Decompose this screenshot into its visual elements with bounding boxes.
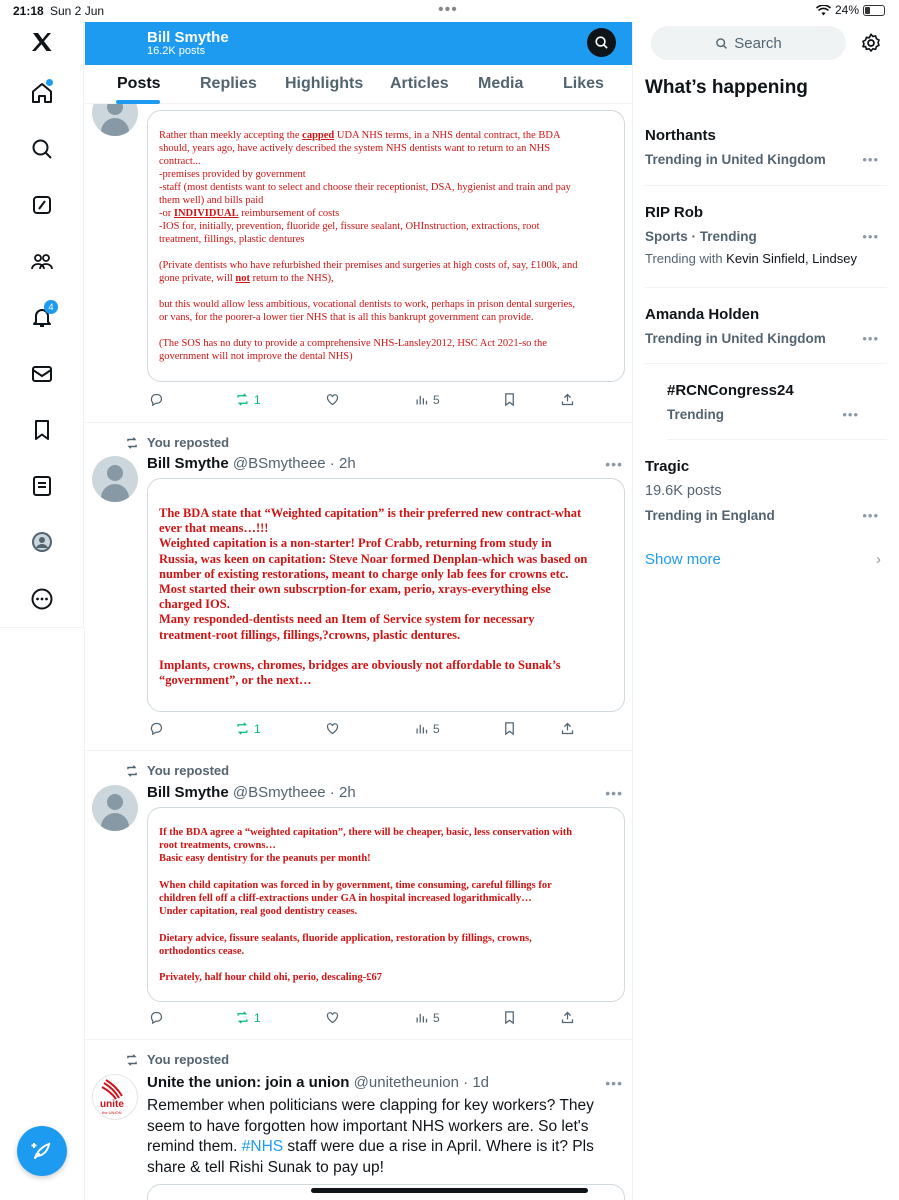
reply-icon[interactable] <box>149 1010 164 1025</box>
image-text-line: Privately, half hour child ohi, perio, descaling-£67 <box>159 972 382 984</box>
image-text-line: Russia, was keen on capitation: Steve Noar formed Denplan-which was based on <box>159 551 588 566</box>
views-button[interactable] <box>414 392 440 407</box>
views-count: 5 <box>433 721 440 736</box>
bookmark-icon[interactable] <box>22 410 62 450</box>
tweet-image[interactable] <box>147 807 625 1002</box>
unite-avatar[interactable] <box>92 1074 138 1120</box>
tab-replies[interactable]: Replies <box>200 75 257 92</box>
profile-tabs <box>85 65 633 104</box>
image-text-line: but this would allow less ambitious, vocational dentists to work, perhaps in prison dental surgeries, <box>159 299 575 310</box>
tweet-image-text <box>159 129 577 363</box>
trend-name: RIP Rob <box>645 204 704 221</box>
image-text-line <box>159 958 572 971</box>
image-text-line: orthodontics cease. <box>159 945 245 957</box>
separator-dot: · <box>325 455 339 472</box>
image-text-line: When child capitation was forced in by government, time consuming, careful fillings for <box>159 879 552 891</box>
author-handle[interactable]: @BSmytheee <box>232 784 326 801</box>
share-icon[interactable] <box>560 392 575 407</box>
trend-name: #RCNCongress24 <box>667 382 794 399</box>
repost-label: You reposted <box>147 435 230 450</box>
retweet-icon <box>125 436 139 450</box>
image-text-line: -IOS for, initially, prevention, fluoride gel, fissure sealant, OHInstruction, extractions, root <box>159 221 540 232</box>
reply-icon[interactable] <box>149 392 164 407</box>
tweet-image-text <box>159 506 587 688</box>
image-text-line: should, years ago, have actively described the system NHS dentists want to return to an NHS <box>159 143 551 154</box>
views-button[interactable] <box>414 721 440 736</box>
author-handle[interactable]: @BSmytheee <box>232 455 326 472</box>
image-text-line: Weighted capitation is a non-starter! Prof Crabb, returning from study in <box>159 536 552 551</box>
tweet-header <box>147 455 356 472</box>
image-text-line <box>159 129 577 142</box>
image-text-line: contract... <box>159 156 201 167</box>
communities-icon[interactable] <box>22 242 62 282</box>
search-icon[interactable] <box>22 129 62 169</box>
image-text-line: ever that means…!!! <box>159 521 269 536</box>
image-text-line <box>159 643 587 658</box>
repost-label: You reposted <box>147 763 230 778</box>
retweet-count: 1 <box>254 1010 261 1025</box>
status-time: 21:18 <box>13 4 44 18</box>
tweet-text <box>147 1096 623 1178</box>
views-count: 5 <box>433 1010 440 1025</box>
tweet-text-part: staff were due a rise in April. Where is it? Pls share & tell Rishi Sunak to pay up! <box>147 1138 594 1176</box>
right-sidebar <box>634 22 899 1200</box>
home-new-dot <box>46 79 53 86</box>
unite-logo-text: unite <box>100 1099 124 1110</box>
left-navigation <box>0 22 84 628</box>
more-options-icon[interactable]: ••• <box>605 785 623 801</box>
trend-more-icon[interactable]: ••• <box>862 229 879 244</box>
trend-context: Sports · Trending <box>645 229 757 244</box>
trend-with-names: Kevin Sinfield, Lindsey <box>726 251 857 266</box>
image-text-line: (Private dentists who have refurbished their premises and surgeries at high costs of, say, £100k, and <box>159 260 578 271</box>
trend-posts: 19.6K posts <box>645 483 722 499</box>
image-text-part: UDA NHS terms, in a NHS dental contract, the BDA <box>334 130 561 141</box>
image-text-line: children fell off a cliff-extractions under GA in hospital increased logarithmically… <box>159 893 532 905</box>
tweet-text-part: Remember when politicians were clapping for key workers? They seem to have forgotten how important NHS workers are. So let's remind them. <box>147 1097 594 1155</box>
home-icon[interactable] <box>22 73 62 113</box>
image-text-line <box>159 272 577 285</box>
image-text-part: -or <box>159 208 174 219</box>
profile-search-button[interactable] <box>587 28 616 57</box>
profile-header <box>85 22 633 65</box>
trend-name: Tragic <box>645 458 690 475</box>
trend-item[interactable] <box>645 115 887 186</box>
image-text-line: government will not improve the dental NHS) <box>159 351 353 362</box>
compose-icon <box>30 1139 54 1163</box>
whats-happening-title: What’s happening <box>645 77 808 98</box>
image-text-line <box>159 918 572 931</box>
tweet-image-text <box>159 826 572 984</box>
like-icon[interactable] <box>325 721 340 736</box>
more-circle-icon[interactable] <box>22 579 62 619</box>
status-bar <box>0 0 899 22</box>
image-text-line: them well) and bills paid <box>159 195 264 206</box>
repost-indicator <box>125 1052 229 1067</box>
repost-indicator <box>125 435 229 450</box>
views-icon <box>414 1010 429 1025</box>
multitasking-dots-icon[interactable]: ••• <box>438 1 458 18</box>
tab-articles[interactable]: Articles <box>390 75 449 92</box>
trend-more-icon[interactable]: ••• <box>862 331 879 346</box>
views-icon <box>414 392 429 407</box>
image-text-part: gone private, will <box>159 273 236 284</box>
profile-posts-count: 16.2K posts <box>147 45 206 57</box>
hashtag-link[interactable]: #NHS <box>241 1138 284 1155</box>
main-timeline <box>85 22 633 1200</box>
repost-indicator <box>125 763 229 778</box>
battery-percent: 24% <box>834 3 859 17</box>
profile-avatar-icon[interactable] <box>22 522 62 562</box>
trend-item[interactable] <box>645 446 887 532</box>
trend-more-icon[interactable]: ••• <box>862 508 879 523</box>
image-text-line: charged IOS. <box>159 597 230 612</box>
bookmark-icon[interactable] <box>502 721 517 736</box>
retweet-icon <box>235 1010 250 1025</box>
image-text-emphasis: capped <box>302 130 335 141</box>
image-text-line: treatment-root fillings, fillings,?crowns, plastic dentures. <box>159 627 461 642</box>
author-name[interactable]: Bill Smythe <box>147 784 229 801</box>
image-text-line: -premises provided by government <box>159 169 306 180</box>
tab-highlights[interactable]: Highlights <box>285 75 364 92</box>
share-icon[interactable] <box>560 1010 575 1025</box>
status-right <box>816 3 885 17</box>
like-icon[interactable] <box>325 1010 340 1025</box>
avatar[interactable] <box>92 456 138 502</box>
grok-icon[interactable] <box>22 185 62 225</box>
active-tab-indicator <box>116 100 160 104</box>
image-text-part: return to the NHS), <box>250 273 334 284</box>
views-count: 5 <box>433 392 440 407</box>
image-text-line <box>159 324 577 337</box>
search-icon <box>594 35 609 50</box>
views-icon <box>414 721 429 736</box>
image-text-line: -staff (most dentists want to select and choose their receptionist, DSA, hygienist and train and pay <box>159 182 571 193</box>
tweet-time[interactable]: 2h <box>338 784 356 801</box>
image-text-emphasis: not <box>235 273 250 284</box>
tweet-image[interactable] <box>147 110 625 382</box>
status-date: Sun 2 Jun <box>50 4 105 18</box>
image-text-line: Implants, crowns, chromes, bridges are obviously not affordable to Sunak’s <box>159 658 561 673</box>
image-text-line: If the BDA agree a “weighted capitation”, there will be cheaper, basic, less conservation with <box>159 827 573 838</box>
image-text-line <box>159 246 577 259</box>
retweet-button[interactable] <box>235 1010 261 1025</box>
image-text-line: (The SOS has no duty to provide a comprehensive NHS-Lansley2012, HSC Act 2021-so the <box>159 338 547 349</box>
image-text-line <box>159 285 577 298</box>
bell-icon[interactable] <box>22 297 62 337</box>
image-text-line: “government”, or the next… <box>159 673 312 688</box>
tweet-4[interactable] <box>85 1040 633 1200</box>
retweet-icon <box>235 392 250 407</box>
trend-item[interactable] <box>645 294 887 364</box>
image-text-line: The BDA state that “Weighted capitation” is their preferred new contract-what <box>159 506 582 520</box>
x-logo-icon[interactable] <box>22 22 62 62</box>
trend-related <box>645 251 857 266</box>
mail-icon[interactable] <box>22 354 62 394</box>
profile-name: Bill Smythe <box>147 29 229 46</box>
image-text-part: reimbursement of costs <box>238 208 340 219</box>
image-text-line <box>159 866 572 879</box>
avatar[interactable] <box>92 785 138 831</box>
tweet-actions <box>147 721 577 741</box>
image-text-emphasis: INDIVIDUAL <box>173 208 239 219</box>
trend-with-label: Trending with <box>645 251 727 266</box>
author-handle[interactable]: @unitetheunion <box>353 1074 459 1091</box>
trend-item[interactable] <box>667 370 887 440</box>
retweet-icon <box>125 1053 139 1067</box>
tweet-1[interactable] <box>85 82 633 423</box>
compose-button[interactable] <box>17 1126 67 1176</box>
tweet-header <box>147 1074 489 1091</box>
separator-dot: · <box>325 784 339 801</box>
repost-label: You reposted <box>147 1052 230 1067</box>
battery-icon <box>863 5 885 16</box>
tab-media[interactable]: Media <box>478 75 524 92</box>
search-placeholder: Search <box>734 34 782 52</box>
wifi-icon <box>816 5 831 16</box>
retweet-count: 1 <box>254 721 261 736</box>
image-text-line: treatment, fillings, plastic dentures <box>159 234 305 245</box>
trend-name: Amanda Holden <box>645 306 760 323</box>
tweet-actions <box>147 392 577 412</box>
tweet-time[interactable]: 1d <box>472 1074 489 1091</box>
more-options-icon[interactable]: ••• <box>605 456 623 472</box>
like-icon[interactable] <box>325 392 340 407</box>
lists-icon[interactable] <box>22 466 62 506</box>
retweet-button[interactable] <box>235 392 261 407</box>
image-text-line: number of existing restorations, meant to charge only lab fees for crowns etc. <box>159 566 569 581</box>
gear-icon[interactable] <box>860 32 882 54</box>
trend-more-icon[interactable]: ••• <box>842 407 859 422</box>
views-button[interactable] <box>414 1010 440 1025</box>
search-icon <box>715 37 728 50</box>
image-text-line: Most started their own subscrption-for exam, perio, xrays-everything else <box>159 582 551 597</box>
tweet-2[interactable] <box>85 423 633 751</box>
trend-context: Trending <box>667 407 724 422</box>
trend-item[interactable] <box>645 192 887 288</box>
image-text-line: Many responded-dentists need an Item of Service system for necessary <box>159 612 535 627</box>
image-text-line <box>159 207 577 220</box>
trend-more-icon[interactable]: ••• <box>862 152 879 167</box>
tweet-3[interactable] <box>85 751 633 1040</box>
image-text-line: root treatments, crowns… <box>159 840 276 852</box>
retweet-button[interactable] <box>235 721 261 736</box>
tweet-header <box>147 784 356 801</box>
image-text-line: Basic easy dentistry for the peanuts per month! <box>159 853 371 865</box>
trend-context: Trending in England <box>645 508 775 523</box>
more-options-icon[interactable]: ••• <box>605 1075 623 1091</box>
image-text-line: or vans, for the poorer-a lower tier NHS that is all this bankrupt government can provide. <box>159 312 534 323</box>
bookmark-icon[interactable] <box>502 1010 517 1025</box>
search-bar[interactable] <box>651 26 846 60</box>
trend-context: Trending in United Kingdom <box>645 152 826 167</box>
trend-context: Trending in United Kingdom <box>645 331 826 346</box>
tab-posts[interactable]: Posts <box>117 75 161 92</box>
image-text-line: Under capitation, real good dentistry ceases. <box>159 906 358 918</box>
chevron-right-icon[interactable]: › <box>876 551 881 568</box>
tweet-image[interactable] <box>147 478 625 712</box>
show-more-link[interactable]: Show more <box>645 551 721 568</box>
bookmark-icon[interactable] <box>502 392 517 407</box>
unite-logo-subtext: the UNION <box>102 1110 122 1115</box>
image-text-line: Dietary advice, fissure sealants, fluoride application, restoration by fillings, crowns, <box>159 932 532 944</box>
home-indicator[interactable] <box>311 1188 588 1193</box>
reply-icon[interactable] <box>149 721 164 736</box>
image-text-part: Rather than meekly accepting the <box>159 130 303 141</box>
retweet-count: 1 <box>254 392 261 407</box>
share-icon[interactable] <box>560 721 575 736</box>
tweet-actions <box>147 1010 577 1030</box>
author-name[interactable]: Bill Smythe <box>147 455 229 472</box>
retweet-icon <box>235 721 250 736</box>
trend-name: Northants <box>645 127 716 144</box>
notifications-badge: 4 <box>44 300 58 314</box>
tab-likes[interactable]: Likes <box>563 75 604 92</box>
retweet-icon <box>125 764 139 778</box>
tweet-time[interactable]: 2h <box>338 455 356 472</box>
author-name[interactable]: Unite the union: join a union <box>147 1074 350 1091</box>
separator-dot: · <box>458 1074 473 1091</box>
